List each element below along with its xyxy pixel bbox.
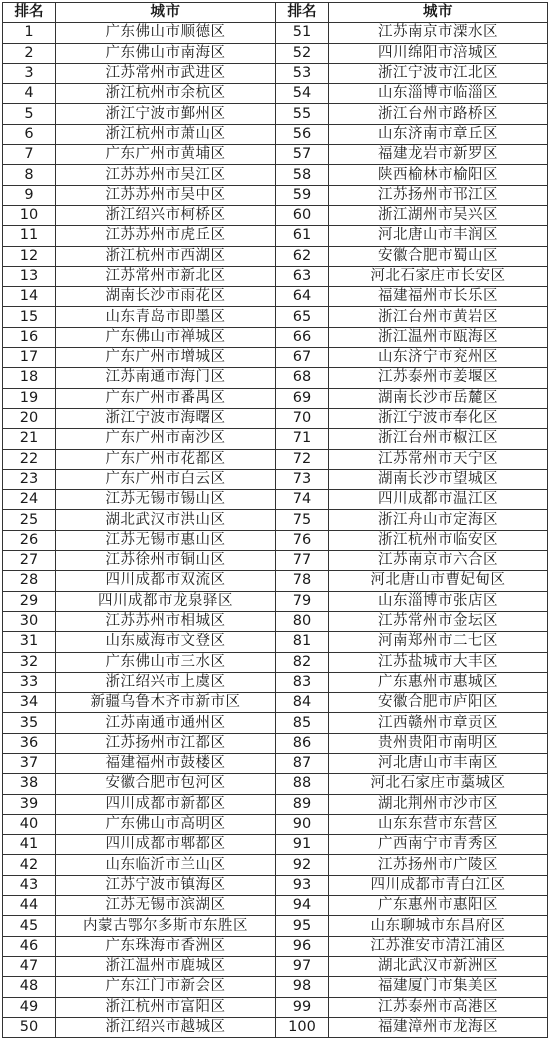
table-row (3, 956, 548, 976)
table-row (3, 997, 548, 1017)
city-cell: 广东广州市番禺区 (56, 388, 276, 408)
rank-cell: 57 (276, 145, 329, 165)
rank-cell: 95 (276, 916, 329, 936)
city-cell: 山东青岛市即墨区 (56, 307, 276, 327)
rank-cell: 21 (3, 429, 56, 449)
table-row (3, 307, 548, 327)
rank-cell: 56 (276, 124, 329, 144)
table-row (3, 977, 548, 997)
city-cell: 江西赣州市章贡区 (329, 713, 548, 733)
rank-cell: 74 (276, 490, 329, 510)
ranking-table (2, 2, 548, 1038)
city-cell: 四川成都市郫都区 (56, 835, 276, 855)
rank-cell: 53 (276, 63, 329, 83)
table-body (3, 23, 548, 1038)
city-cell: 广东惠州市惠城区 (329, 672, 548, 692)
city-cell: 广东广州市增城区 (56, 348, 276, 368)
city-cell: 江苏常州市天宁区 (329, 449, 548, 469)
rank-cell: 60 (276, 205, 329, 225)
header-row (3, 3, 548, 23)
city-cell: 浙江舟山市定海区 (329, 510, 548, 530)
rank-cell: 48 (3, 977, 56, 997)
table-row (3, 774, 548, 794)
rank-cell: 67 (276, 348, 329, 368)
city-cell: 浙江杭州市富阳区 (56, 997, 276, 1017)
rank-cell: 71 (276, 429, 329, 449)
table-row (3, 348, 548, 368)
city-cell: 江苏苏州市吴江区 (56, 165, 276, 185)
table-row (3, 408, 548, 428)
table-row (3, 388, 548, 408)
city-cell: 浙江台州市黄岩区 (329, 307, 548, 327)
city-cell: 浙江绍兴市越城区 (56, 1017, 276, 1037)
rank-cell: 6 (3, 124, 56, 144)
rank-cell: 20 (3, 408, 56, 428)
city-cell: 四川成都市温江区 (329, 490, 548, 510)
city-cell: 安徽合肥市蜀山区 (329, 246, 548, 266)
city-cell: 山东临沂市兰山区 (56, 855, 276, 875)
city-cell: 江苏无锡市滨湖区 (56, 896, 276, 916)
table-row (3, 693, 548, 713)
city-cell: 河南郑州市二七区 (329, 632, 548, 652)
rank-cell: 28 (3, 571, 56, 591)
city-cell: 福建漳州市龙海区 (329, 1017, 548, 1037)
table-row (3, 327, 548, 347)
rank-cell: 24 (3, 490, 56, 510)
city-cell: 四川成都市龙泉驿区 (56, 591, 276, 611)
table-row (3, 672, 548, 692)
rank-cell: 9 (3, 185, 56, 205)
rank-cell: 16 (3, 327, 56, 347)
rank-cell: 25 (3, 510, 56, 530)
city-cell: 安徽合肥市庐阳区 (329, 693, 548, 713)
rank-cell: 72 (276, 449, 329, 469)
rank-cell: 87 (276, 753, 329, 773)
city-cell: 四川成都市新都区 (56, 794, 276, 814)
rank-cell: 27 (3, 551, 56, 571)
rank-cell: 50 (3, 1017, 56, 1037)
rank-cell: 8 (3, 165, 56, 185)
rank-cell: 96 (276, 936, 329, 956)
rank-cell: 26 (3, 530, 56, 550)
rank-cell: 92 (276, 855, 329, 875)
table-row (3, 571, 548, 591)
table-row (3, 733, 548, 753)
rank-cell: 32 (3, 652, 56, 672)
rank-cell: 69 (276, 388, 329, 408)
rank-cell: 68 (276, 368, 329, 388)
rank-cell: 62 (276, 246, 329, 266)
rank-cell: 91 (276, 835, 329, 855)
rank-cell: 14 (3, 287, 56, 307)
city-cell: 广西南宁市青秀区 (329, 835, 548, 855)
rank-cell: 85 (276, 713, 329, 733)
table-row (3, 23, 548, 43)
rank-cell: 98 (276, 977, 329, 997)
city-cell: 广东佛山市顺德区 (56, 23, 276, 43)
city-cell: 浙江宁波市海曙区 (56, 408, 276, 428)
table-row (3, 794, 548, 814)
city-cell: 浙江杭州市西湖区 (56, 246, 276, 266)
table-row (3, 530, 548, 550)
table-row (3, 1017, 548, 1037)
rank-cell: 38 (3, 774, 56, 794)
city-column-header-right: 城市 (329, 3, 548, 23)
city-cell: 河北唐山市曹妃甸区 (329, 571, 548, 591)
rank-cell: 39 (3, 794, 56, 814)
table-row (3, 490, 548, 510)
city-cell: 福建福州市长乐区 (329, 287, 548, 307)
city-cell: 河北石家庄市长安区 (329, 266, 548, 286)
rank-cell: 83 (276, 672, 329, 692)
rank-cell: 41 (3, 835, 56, 855)
city-cell: 浙江杭州市临安区 (329, 530, 548, 550)
city-cell: 四川成都市青白江区 (329, 875, 548, 895)
table-row (3, 63, 548, 83)
city-cell: 浙江宁波市鄞州区 (56, 104, 276, 124)
city-cell: 江苏南通市海门区 (56, 368, 276, 388)
table-row (3, 835, 548, 855)
city-cell: 江苏扬州市邗江区 (329, 185, 548, 205)
city-cell: 湖北武汉市新洲区 (329, 956, 548, 976)
city-cell: 浙江杭州市余杭区 (56, 84, 276, 104)
city-cell: 湖北武汉市洪山区 (56, 510, 276, 530)
rank-cell: 36 (3, 733, 56, 753)
city-cell: 江苏盐城市大丰区 (329, 652, 548, 672)
rank-cell: 94 (276, 896, 329, 916)
rank-cell: 51 (276, 23, 329, 43)
city-cell: 广东佛山市南海区 (56, 43, 276, 63)
rank-cell: 63 (276, 266, 329, 286)
city-cell: 山东聊城市东昌府区 (329, 916, 548, 936)
city-cell: 江苏常州市新北区 (56, 266, 276, 286)
city-cell: 湖南长沙市雨花区 (56, 287, 276, 307)
city-cell: 江苏苏州市虎丘区 (56, 226, 276, 246)
rank-cell: 79 (276, 591, 329, 611)
city-cell: 浙江温州市瓯海区 (329, 327, 548, 347)
rank-cell: 77 (276, 551, 329, 571)
city-cell: 河北唐山市丰南区 (329, 753, 548, 773)
city-cell: 湖南长沙市岳麓区 (329, 388, 548, 408)
rank-cell: 55 (276, 104, 329, 124)
rank-cell: 31 (3, 632, 56, 652)
city-cell: 江苏常州市金坛区 (329, 611, 548, 631)
rank-cell: 75 (276, 510, 329, 530)
rank-cell: 29 (3, 591, 56, 611)
rank-cell: 100 (276, 1017, 329, 1037)
rank-cell: 46 (3, 936, 56, 956)
rank-cell: 40 (3, 814, 56, 834)
city-cell: 江苏苏州市吴中区 (56, 185, 276, 205)
table-row (3, 84, 548, 104)
city-cell: 江苏南通市通州区 (56, 713, 276, 733)
city-cell: 贵州贵阳市南明区 (329, 733, 548, 753)
rank-cell: 44 (3, 896, 56, 916)
table-row (3, 287, 548, 307)
city-cell: 浙江宁波市江北区 (329, 63, 548, 83)
table-row (3, 896, 548, 916)
table-row (3, 145, 548, 165)
rank-cell: 30 (3, 611, 56, 631)
city-cell: 山东济宁市兖州区 (329, 348, 548, 368)
city-cell: 广东广州市黄埔区 (56, 145, 276, 165)
rank-cell: 82 (276, 652, 329, 672)
table-row (3, 246, 548, 266)
rank-cell: 23 (3, 469, 56, 489)
rank-cell: 17 (3, 348, 56, 368)
city-cell: 河北唐山市丰润区 (329, 226, 548, 246)
city-cell: 四川成都市双流区 (56, 571, 276, 591)
table-row (3, 591, 548, 611)
city-cell: 江苏无锡市锡山区 (56, 490, 276, 510)
city-cell: 浙江台州市椒江区 (329, 429, 548, 449)
city-cell: 广东广州市花都区 (56, 449, 276, 469)
city-cell: 广东佛山市高明区 (56, 814, 276, 834)
city-cell: 湖北荆州市沙市区 (329, 794, 548, 814)
city-cell: 浙江绍兴市上虞区 (56, 672, 276, 692)
rank-cell: 97 (276, 956, 329, 976)
city-cell: 江苏常州市武进区 (56, 63, 276, 83)
rank-cell: 5 (3, 104, 56, 124)
city-cell: 广东珠海市香洲区 (56, 936, 276, 956)
rank-cell: 80 (276, 611, 329, 631)
table-row (3, 814, 548, 834)
table-row (3, 510, 548, 530)
rank-cell: 90 (276, 814, 329, 834)
rank-column-header-left: 排名 (3, 3, 56, 23)
table-row (3, 713, 548, 733)
table-row (3, 368, 548, 388)
rank-cell: 13 (3, 266, 56, 286)
rank-cell: 7 (3, 145, 56, 165)
table-row (3, 916, 548, 936)
city-cell: 陕西榆林市榆阳区 (329, 165, 548, 185)
table-row (3, 104, 548, 124)
city-cell: 江苏泰州市姜堰区 (329, 368, 548, 388)
city-cell: 浙江台州市路桥区 (329, 104, 548, 124)
rank-cell: 86 (276, 733, 329, 753)
city-cell: 江苏苏州市相城区 (56, 611, 276, 631)
table-row (3, 266, 548, 286)
city-cell: 浙江湖州市吴兴区 (329, 205, 548, 225)
rank-cell: 78 (276, 571, 329, 591)
rank-cell: 76 (276, 530, 329, 550)
city-cell: 福建龙岩市新罗区 (329, 145, 548, 165)
rank-cell: 34 (3, 693, 56, 713)
rank-cell: 19 (3, 388, 56, 408)
rank-cell: 2 (3, 43, 56, 63)
city-cell: 广东佛山市禅城区 (56, 327, 276, 347)
city-cell: 湖南长沙市望城区 (329, 469, 548, 489)
rank-cell: 89 (276, 794, 329, 814)
city-cell: 江苏南京市溧水区 (329, 23, 548, 43)
rank-cell: 81 (276, 632, 329, 652)
table-row (3, 205, 548, 225)
city-cell: 四川绵阳市涪城区 (329, 43, 548, 63)
city-cell: 江苏淮安市清江浦区 (329, 936, 548, 956)
rank-cell: 47 (3, 956, 56, 976)
rank-cell: 66 (276, 327, 329, 347)
table-row (3, 185, 548, 205)
rank-cell: 18 (3, 368, 56, 388)
city-cell: 浙江温州市鹿城区 (56, 956, 276, 976)
city-cell: 广东佛山市三水区 (56, 652, 276, 672)
rank-cell: 99 (276, 997, 329, 1017)
rank-cell: 33 (3, 672, 56, 692)
rank-cell: 35 (3, 713, 56, 733)
city-cell: 江苏扬州市广陵区 (329, 855, 548, 875)
table-row (3, 43, 548, 63)
rank-cell: 10 (3, 205, 56, 225)
city-cell: 江苏无锡市惠山区 (56, 530, 276, 550)
rank-cell: 43 (3, 875, 56, 895)
table-row (3, 855, 548, 875)
table-row (3, 165, 548, 185)
rank-column-header-right: 排名 (276, 3, 329, 23)
rank-cell: 52 (276, 43, 329, 63)
city-column-header-left: 城市 (56, 3, 276, 23)
rank-cell: 11 (3, 226, 56, 246)
city-cell: 广东广州市白云区 (56, 469, 276, 489)
city-cell: 广东惠州市惠阳区 (329, 896, 548, 916)
table-row (3, 611, 548, 631)
table-row (3, 429, 548, 449)
city-cell: 内蒙古鄂尔多斯市东胜区 (56, 916, 276, 936)
rank-cell: 42 (3, 855, 56, 875)
city-cell: 浙江绍兴市柯桥区 (56, 205, 276, 225)
city-cell: 江苏泰州市高港区 (329, 997, 548, 1017)
city-cell: 江苏徐州市铜山区 (56, 551, 276, 571)
rank-cell: 65 (276, 307, 329, 327)
rank-cell: 15 (3, 307, 56, 327)
city-cell: 浙江宁波市奉化区 (329, 408, 548, 428)
city-cell: 广东广州市南沙区 (56, 429, 276, 449)
table-row (3, 226, 548, 246)
rank-cell: 49 (3, 997, 56, 1017)
city-cell: 安徽合肥市包河区 (56, 774, 276, 794)
rank-cell: 59 (276, 185, 329, 205)
rank-cell: 64 (276, 287, 329, 307)
city-cell: 山东淄博市张店区 (329, 591, 548, 611)
table-row (3, 551, 548, 571)
city-cell: 江苏扬州市江都区 (56, 733, 276, 753)
city-cell: 新疆乌鲁木齐市新市区 (56, 693, 276, 713)
rank-cell: 58 (276, 165, 329, 185)
rank-cell: 22 (3, 449, 56, 469)
city-cell: 浙江杭州市萧山区 (56, 124, 276, 144)
rank-cell: 88 (276, 774, 329, 794)
city-cell: 江苏宁波市镇海区 (56, 875, 276, 895)
rank-cell: 3 (3, 63, 56, 83)
city-cell: 山东东营市东营区 (329, 814, 548, 834)
city-cell: 山东淄博市临淄区 (329, 84, 548, 104)
rank-cell: 84 (276, 693, 329, 713)
city-cell: 河北石家庄市藁城区 (329, 774, 548, 794)
table-row (3, 936, 548, 956)
table-row (3, 632, 548, 652)
table-row (3, 753, 548, 773)
table-row (3, 469, 548, 489)
table-row (3, 124, 548, 144)
table-row (3, 449, 548, 469)
city-cell: 广东江门市新会区 (56, 977, 276, 997)
city-cell: 山东济南市章丘区 (329, 124, 548, 144)
table-row (3, 652, 548, 672)
rank-cell: 1 (3, 23, 56, 43)
rank-cell: 54 (276, 84, 329, 104)
rank-cell: 45 (3, 916, 56, 936)
city-cell: 江苏南京市六合区 (329, 551, 548, 571)
city-cell: 山东威海市文登区 (56, 632, 276, 652)
rank-cell: 37 (3, 753, 56, 773)
rank-cell: 93 (276, 875, 329, 895)
rank-cell: 61 (276, 226, 329, 246)
rank-cell: 4 (3, 84, 56, 104)
city-cell: 福建厦门市集美区 (329, 977, 548, 997)
city-cell: 福建福州市鼓楼区 (56, 753, 276, 773)
rank-cell: 73 (276, 469, 329, 489)
table-row (3, 875, 548, 895)
rank-cell: 70 (276, 408, 329, 428)
rank-cell: 12 (3, 246, 56, 266)
